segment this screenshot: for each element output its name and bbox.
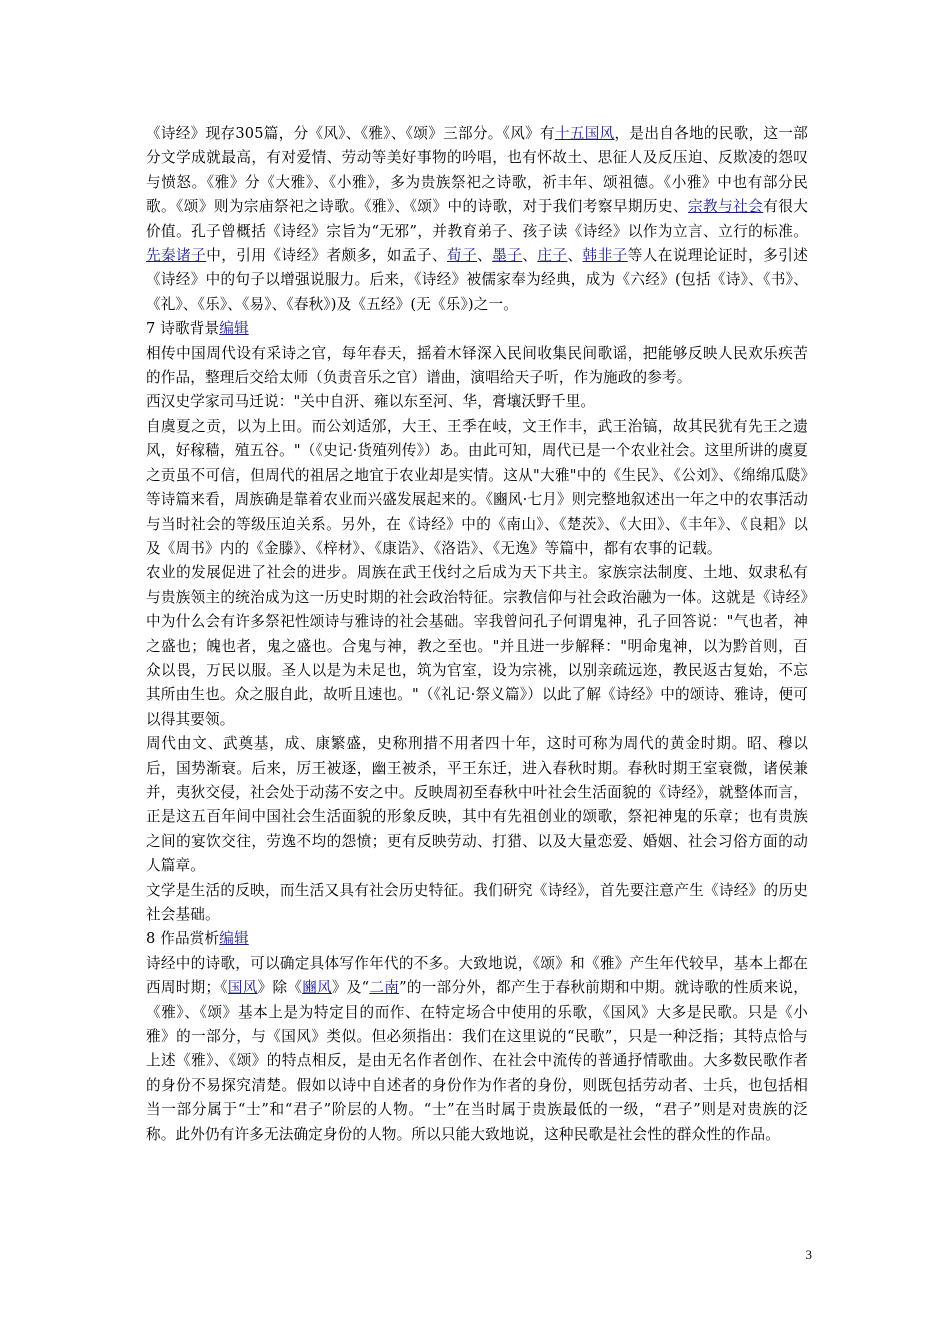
section-title: 7 诗歌背景 — [146, 320, 220, 338]
link-zongjiao-yu-shehui[interactable]: 宗教与社会 — [688, 198, 764, 216]
text-run: 中，引用《诗经》者颇多，如孟子、 — [206, 247, 448, 265]
link-mozi[interactable]: 墨子 — [492, 247, 523, 265]
text-run: 有很大价值。孔子曾概括《诗经》宗旨为“无邪”，并教育弟子、孩子读《诗经》以作为立言、立行的标准。 — [146, 198, 808, 240]
paragraph-zhoudai: 周代由文、武奠基，成、康繁盛，史称刑措不用者四十年，这时可称为周代的黄金时期。昭、穆以后，国势渐衰。后来，厉王被逐，幽王被杀，平王东迁，进入春秋时期。春秋时期王室衰微，诸侯兼并，夷狄交侵，社会处于动荡不安之中。反映周初至春秋中叶社会生活面貌的《诗经》，就整体而言，正是这五百年间中国社会生活面貌的形象反映，其中有先祖创业的颂歌，祭祀神鬼的乐章；也有贵族之间的宴饮交往，劳逸不均的怨愤；更有反映劳动、打猎、以及大量恋爱、婚姻、社会习俗方面的动人篇章。 — [146, 735, 808, 875]
section-heading-appreciation — [146, 927, 808, 951]
text-run: 《诗经》现存305篇，分《风》、《雅》、《颂》三部分。《风》有 — [146, 125, 555, 142]
link-xunzi[interactable]: 荀子 — [447, 247, 478, 265]
paragraph-yuxia: 自虞夏之贡，以为上田。而公刘适邠，大王、王季在岐，文王作丰，武王治镐，故其民犹有先王之遗风，好稼穑，殖五谷。"（《史记·货殖列传》）あ。由此可知，周代已是一个农业社会。这里所讲的虞夏之贡虽不可信，但周代的祖居之地宜于农业却是实情。这从"大雅"中的《生民》、《公刘》、《绵绵瓜瓞》等诗篇来看，周族确是靠着农业而兴盛发展起来的。《豳风·七月》则完整地叙述出一年之中的农事活动与当时社会的等级压迫关系。另外，在《诗经》中的《南山》、《楚茨》、《大田》、《丰年》、《良耜》以及《周书》内的《金滕》、《梓材》、《康诰》、《洛诰》、《无逸》等篇中，都有农事的记载。 — [146, 417, 808, 557]
edit-link-section-8[interactable]: 编辑 — [219, 930, 249, 948]
section-title: 8 作品赏析 — [146, 930, 220, 948]
paragraph-niandai — [146, 952, 808, 1147]
article-body — [146, 122, 808, 1147]
page-number: 3 — [805, 1247, 812, 1262]
paragraph-nongye: 农业的发展促进了社会的进步。周族在武王伐纣之后成为天下共主。家族宗法制度、土地、奴隶私有与贵族领主的统治成为这一历史时期的社会政治特征。宗教信仰与社会政治融为一体。这就是《诗经》中为什么会有许多祭祀性颂诗与雅诗的社会基础。宰我曾问孔子何谓鬼神，孔子回答说："气也者，神之盛也；魄也者，鬼之盛也。合鬼与神，教之至也。"并且进一步解释："明命鬼神，以为黔首则，百众以畏，万民以服。圣人以是为未足也，筑为官室，设为宗祧，以别亲疏远迩，教民返古复始，不忘其所由生也。众之服自此，故听且速也。"（《礼记·祭义篇》）以此了解《诗经》中的颂诗、雅诗，便可以得其要领。 — [146, 564, 808, 728]
text-run: 、 — [477, 247, 493, 265]
paragraph-shijing-overview — [146, 122, 808, 317]
link-hanfeizi[interactable]: 韩非子 — [582, 247, 628, 265]
text-run: 等人在说理论证时，多引述《诗经》中的句子以增强说服力。后来，《诗经》被儒家奉为经典，成为《六经》(包括《诗》、《书》、《礼》、《乐》、《易》、《春秋》)及《五经》(无《乐》)之一。 — [146, 247, 808, 313]
link-shiwu-guofeng[interactable]: 十五国风 — [554, 125, 615, 142]
paragraph-simaqian: 西汉史学家司马迁说："关中自汧、雍以东至河、华，膏壤沃野千里。 — [146, 393, 596, 411]
link-binfeng[interactable]: 豳风 — [302, 979, 332, 997]
link-zhuangzi[interactable]: 庄子 — [537, 247, 568, 265]
paragraph-caishi: 相传中国周代设有采诗之官，每年春天，摇着木铎深入民间收集民间歌谣，把能够反映人民欢乐疾苦的作品，整理后交给太师（负责音乐之官）谱曲，演唱给天子听，作为施政的参考。 — [146, 344, 808, 387]
text-run: ，是出自各地的民歌，这一部分文学成就最高，有对爱情、劳动等美好事物的吟唱，也有怀故土、思征人及反压迫、反欺凌的怨叹与愤怒。《雅》分《大雅》、《小雅》，多为贵族祭祀之诗歌，祈丰年、颂祖德。《小雅》中也有部分民歌。《颂》则为宗庙祭祀之诗歌。《雅》、《颂》中的诗歌，对于我们考察早期历史、 — [146, 125, 808, 216]
link-guofeng[interactable]: 国风 — [227, 979, 258, 997]
text-run: 》除《 — [257, 979, 303, 997]
text-run: 诗经中的诗歌，可以确定具体写作年代的不多。大致地说，《颂》和《雅》产生年代较早，基本上都在西周时期；《 — [146, 954, 808, 997]
paragraph-wenxue: 文学是生活的反映，而生活又具有社会历史特征。我们研究《诗经》，首先要注意产生《诗经》的历史社会基础。 — [146, 881, 808, 923]
link-xianqin-zhuzi[interactable]: 先秦诸子 — [146, 247, 207, 265]
link-ernan[interactable]: 二南 — [369, 979, 400, 997]
section-heading-background — [146, 317, 808, 341]
text-run: ”的一部分外，都产生于春秋前期和中期。就诗歌的性质来说，《雅》、《颂》基本上是为特定目的而作、在特定场合中使用的乐歌，《国风》大多是民歌。只是《小雅》的一部分，与《国风》类似。但必须指出：我们在这里说的“民歌”，只是一种泛指；其特点恰与上述《雅》、《颂》的特点相反，是由无名作者创作、在社会中流传的普通抒情歌曲。大多数民歌作者的身份不易探究清楚。假如以诗中自述者的身份作为作者的身份，则既包括劳动者、士兵，也包括相当一部分属于“士”和“君子”阶层的人物。“士”在当时属于贵族最低的一级，“君子”则是对贵族的泛称。此外仍有许多无法确定身份的人物。所以只能大致地说，这种民歌是社会性的群众性的作品。 — [146, 979, 808, 1143]
text-run: 、 — [522, 247, 538, 265]
edit-link-section-7[interactable]: 编辑 — [219, 320, 249, 338]
text-run: 、 — [567, 247, 583, 265]
text-run: 》及“ — [331, 979, 370, 997]
